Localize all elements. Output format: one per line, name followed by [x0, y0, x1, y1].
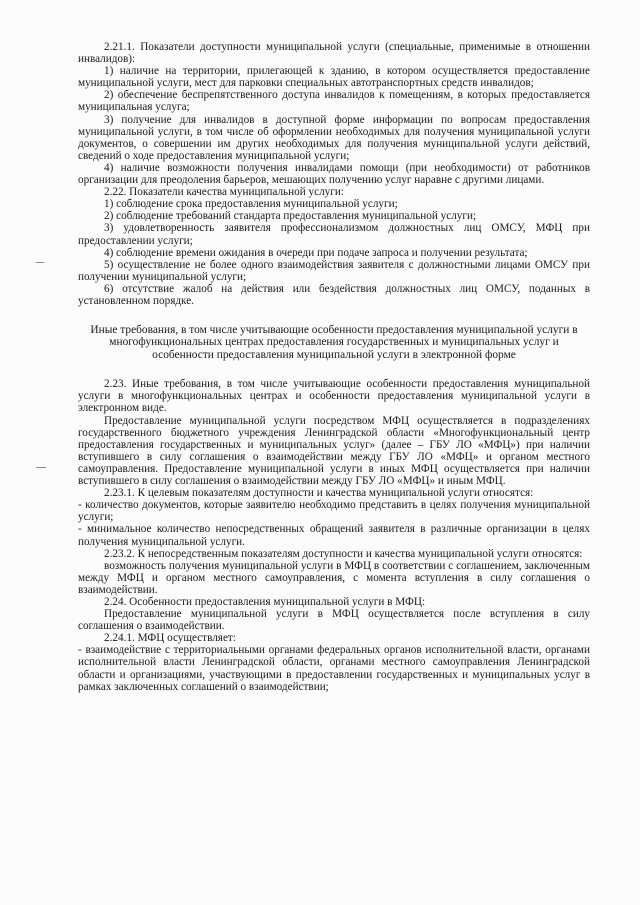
- paragraph: Предоставление муниципальной услуги посредством МФЦ осуществляется в подразделениях государственного бюджетного учреждения Ленинградской области «Многофункциональный центр предоставления государственных и муниципальных услуг» (далее – ГБУ ЛО «МФЦ») при наличии вступившего в силу соглашения о взаимодействии между ГБУ ЛО «МФЦ» и органом местного самоуправления. Предоставление муниципальной услуги в иных МФЦ осуществляется при наличии вступившего в силу соглашения о взаимодействии между ГБУ ЛО «МФЦ» и иным МФЦ.: [78, 414, 590, 488]
- paragraph: возможность получения муниципальной услуги в МФЦ в соответствии с соглашением, заключенным между МФЦ и органом местного самоуправления, с момента вступления в силу соглашения о взаимодействии.: [78, 559, 590, 596]
- margin-mark: [36, 262, 44, 263]
- paragraph: 2.21.1. Показатели доступности муниципальной услуги (специальные, применимые в отношении инвалидов):: [78, 41, 590, 66]
- section-heading: Иные требования, в том числе учитывающие особенности предоставления муниципальной услуги в многофункциональных центрах предоставления государственных и муниципальных услуг и особенности предоставления муниципальной услуги в электронной форме: [90, 324, 578, 361]
- paragraph: 2.24.1. МФЦ осуществляет:: [104, 632, 236, 645]
- paragraph: 2.24. Особенности предоставления муниципальной услуги в МФЦ:: [104, 595, 426, 608]
- paragraph: 2.23.2. К непосредственным показателям доступности и качества муниципальной услуги относятся:: [104, 547, 583, 560]
- paragraph: 6) отсутствие жалоб на действия или бездействия должностных лиц ОМСУ, поданных в установленном порядке.: [78, 282, 590, 307]
- paragraph: 3) удовлетворенность заявителя профессионализмом должностных лиц ОМСУ, МФЦ при предоставлении услуги;: [78, 222, 590, 247]
- paragraph: 2.22. Показатели качества муниципальной услуги:: [104, 186, 344, 199]
- paragraph: - взаимодействие с территориальными органами федеральных органов исполнительной власти, органами исполнительной власти Ленинградской области, органами местного самоуправления Ленинградской области и организациями, участвующими в предоставлении государственных и муниципальных услуг в рамках заключенных соглашений о взаимодействии;: [78, 644, 590, 693]
- document-body: [78, 41, 590, 693]
- paragraph: 4) соблюдение времени ожидания в очереди при подаче запроса и получении результата;: [104, 246, 528, 259]
- paragraph: 2.23. Иные требования, в том числе учитывающие особенности предоставления муниципальной услуги в многофункциональных центрах и особенности предоставления муниципальной услуги в электронном виде.: [78, 378, 590, 415]
- paragraph: 2) обеспечение беспрепятственного доступа инвалидов к помещениям, в которых предоставляется муниципальная услуга;: [78, 89, 590, 114]
- margin-mark: [36, 467, 46, 468]
- paragraph: 5) осуществление не более одного взаимодействия заявителя с должностными лицами ОМСУ при получении муниципальной услуги;: [78, 258, 590, 283]
- paragraph: 4) наличие возможности получения инвалидами помощи (при необходимости) от работников организации для преодоления барьеров, мешающих получению услуг наравне с другими лицами.: [78, 161, 590, 187]
- paragraph: 1) соблюдение срока предоставления муниципальной услуги;: [104, 198, 398, 211]
- paragraph: 2.23.1. К целевым показателям доступности и качества муниципальной услуги относятся:: [104, 487, 534, 500]
- paragraph: 3) получение для инвалидов в доступной форме информации по вопросам предоставления муниципальной услуги, в том числе об оформлении необходимых для получения муниципальной услуги документов, о совершении им других необходимых для получения муниципальной услуги действий, сведений о ходе предоставления муниципальной услуги;: [78, 113, 590, 162]
- paragraph: Предоставление муниципальной услуги в МФЦ осуществляется после вступления в силу соглашения о взаимодействии.: [78, 608, 590, 633]
- paragraph: - минимальное количество непосредственных обращений заявителя в различные организации в целях получения муниципальной услуги.: [78, 523, 590, 548]
- paragraph: - количество документов, которые заявителю необходимо представить в целях получения муниципальной услуги;: [78, 499, 590, 524]
- paragraph: 1) наличие на территории, прилегающей к зданию, в котором осуществляется предоставление муниципальной услуги, мест для парковки специальных автотранспортных средств инвалидов;: [78, 65, 590, 90]
- paragraph: 2) соблюдение требований стандарта предоставления муниципальной услуги;: [104, 210, 477, 223]
